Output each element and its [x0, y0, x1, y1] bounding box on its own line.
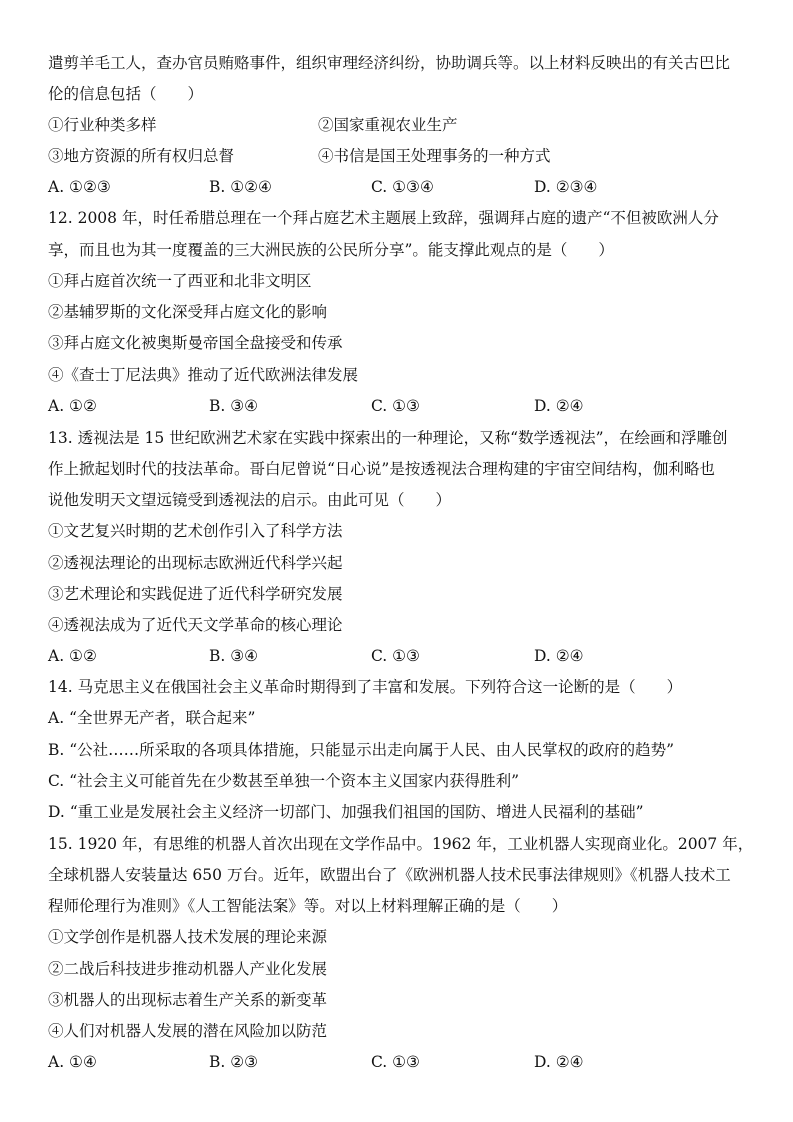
- q15-statement-3: ③机器人的出现标志着生产关系的新变革: [48, 991, 328, 1009]
- q12-stem-line-2: 享，而且也为其一度覆盖的三大洲民族的公民所分享”。能支撑此观点的是（ ）: [48, 241, 614, 259]
- q11-option-b[interactable]: B. ①②④: [209, 178, 272, 196]
- q13-option-a[interactable]: A. ①②: [48, 647, 97, 665]
- q11-option-a[interactable]: A. ①②③: [48, 178, 111, 196]
- q11-option-c[interactable]: C. ①③④: [371, 178, 434, 196]
- q14-option-a[interactable]: A. “全世界无产者，联合起来”: [48, 709, 256, 727]
- q14-option-c[interactable]: C. “社会主义可能首先在少数甚至单独一个资本主义国家内获得胜利”: [48, 772, 520, 790]
- q14-option-b[interactable]: B. “公社……所采取的各项具体措施，只能显示出走向属于人民、由人民掌权的政府的趋势”: [48, 741, 675, 759]
- q11-statement-4: ④书信是国王处理事务的一种方式: [318, 147, 551, 165]
- q15-statement-2: ②二战后科技进步推动机器人产业化发展: [48, 960, 328, 978]
- q13-statement-4: ④透视法成为了近代天文学革命的核心理论: [48, 616, 343, 634]
- q15-option-b[interactable]: B. ②③: [209, 1053, 259, 1071]
- q11-statement-3: ③地方资源的所有权归总督: [48, 147, 235, 165]
- q15-stem-line-2: 全球机器人安装量达 650 万台。近年，欧盟出台了《欧洲机器人技术民事法律规则》《机器人技术工: [48, 866, 731, 884]
- q11-option-d[interactable]: D. ②③④: [534, 178, 598, 196]
- q13-option-c[interactable]: C. ①③: [371, 647, 420, 665]
- q15-stem-line-3: 程师伦理行为准则》《人工智能法案》等。对以上材料理解正确的是（ ）: [48, 897, 568, 915]
- q12-statement-3: ③拜占庭文化被奥斯曼帝国全盘接受和传承: [48, 334, 343, 352]
- q13-option-b[interactable]: B. ③④: [209, 647, 259, 665]
- q14-option-d[interactable]: D. “重工业是发展社会主义经济一切部门、加强我们祖国的国防、增进人民福利的基础”: [48, 803, 644, 821]
- q12-statement-1: ①拜占庭首次统一了西亚和北非文明区: [48, 272, 312, 290]
- q11-stem-line-1: 遣剪羊毛工人，查办官员贿赂事件，组织审理经济纠纷，协助调兵等。以上材料反映出的有关古巴比: [48, 54, 731, 72]
- q12-statement-4: ④《查士丁尼法典》推动了近代欧洲法律发展: [48, 366, 359, 384]
- q15-statement-1: ①文学创作是机器人技术发展的理论来源: [48, 928, 328, 946]
- q13-stem-line-2: 作上掀起划时代的技法革命。哥白尼曾说“日心说”是按透视法合理构建的宇宙空间结构，伽利略也: [48, 460, 715, 478]
- q11-statement-1: ①行业种类多样: [48, 116, 157, 134]
- q12-option-b[interactable]: B. ③④: [209, 397, 259, 415]
- q13-option-d[interactable]: D. ②④: [534, 647, 584, 665]
- q13-statement-2: ②透视法理论的出现标志欧洲近代科学兴起: [48, 554, 343, 572]
- q13-statement-1: ①文艺复兴时期的艺术创作引入了科学方法: [48, 522, 343, 540]
- q13-stem-line-3: 说他发明天文望远镜受到透视法的启示。由此可见（ ）: [48, 491, 452, 509]
- q12-option-a[interactable]: A. ①②: [48, 397, 97, 415]
- q12-option-c[interactable]: C. ①③: [371, 397, 420, 415]
- q13-stem-line-1: 13. 透视法是 15 世纪欧洲艺术家在实践中探索出的一种理论，又称“数学透视法”，在绘画和浮雕创: [48, 429, 728, 447]
- q15-option-c[interactable]: C. ①③: [371, 1053, 420, 1071]
- q12-statement-2: ②基辅罗斯的文化深受拜占庭文化的影响: [48, 303, 328, 321]
- q12-option-d[interactable]: D. ②④: [534, 397, 584, 415]
- q15-stem-line-1: 15. 1920 年，有思维的机器人首次出现在文学作品中。1962 年，工业机器人实现商业化。2007 年，: [48, 835, 754, 853]
- q12-stem-line-1: 12. 2008 年，时任希腊总理在一个拜占庭艺术主题展上致辞，强调拜占庭的遗产“不但被欧洲人分: [48, 209, 719, 227]
- q15-option-a[interactable]: A. ①④: [48, 1053, 97, 1071]
- q15-statement-4: ④人们对机器人发展的潜在风险加以防范: [48, 1022, 328, 1040]
- q11-stem-line-2: 伦的信息包括（ ）: [48, 85, 204, 103]
- q14-stem-line-1: 14. 马克思主义在俄国社会主义革命时期得到了丰富和发展。下列符合这一论断的是（ ）: [48, 678, 683, 696]
- q11-statement-2: ②国家重视农业生产: [318, 116, 458, 134]
- q13-statement-3: ③艺术理论和实践促进了近代科学研究发展: [48, 585, 343, 603]
- q15-option-d[interactable]: D. ②④: [534, 1053, 584, 1071]
